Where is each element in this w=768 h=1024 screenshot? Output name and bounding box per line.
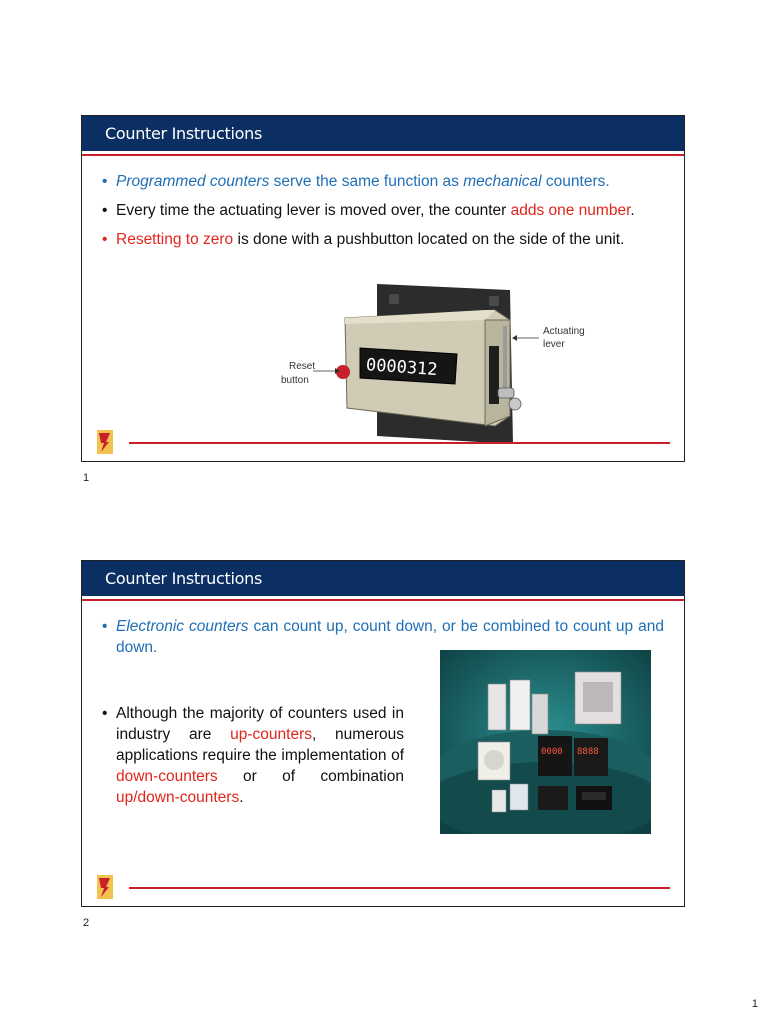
document-page-number: 1 xyxy=(751,998,758,1010)
term-electronic-counters: Electronic counters xyxy=(116,618,249,635)
bullet-dot: • xyxy=(102,173,108,190)
bullet-text: is done with a pushbutton located on the side of the unit. xyxy=(233,231,625,248)
slide-1 xyxy=(81,115,685,462)
electronic-counters-photo xyxy=(440,650,651,834)
term-mechanical: mechanical xyxy=(463,173,542,190)
highlight-text: adds one number xyxy=(510,202,631,219)
footer-rule xyxy=(129,442,670,444)
slide-2 xyxy=(81,560,685,907)
bullet-text: . xyxy=(239,789,244,806)
highlight-text: up/down-counters xyxy=(116,789,240,806)
footer-rule xyxy=(129,887,670,889)
highlight-text: up-counters xyxy=(230,726,313,743)
bullet-dot: • xyxy=(102,705,108,722)
logo-icon xyxy=(97,430,113,454)
bullet-item xyxy=(102,200,664,221)
bullet-text: can count up, count down, or be combined to count up and down. xyxy=(116,618,665,656)
slide-title: Counter Instructions xyxy=(105,124,262,143)
slide-title: Counter Instructions xyxy=(105,569,262,588)
photo-display: 8888 xyxy=(577,747,599,757)
label-reset: Reset xyxy=(289,361,316,372)
slide-header xyxy=(82,116,684,151)
bullet-text: , numerous applications require the implementation of xyxy=(116,726,404,764)
bullet-list xyxy=(102,171,664,258)
label-actuating: Actuating xyxy=(543,326,585,337)
logo-icon xyxy=(97,875,113,899)
term-programmed-counters: Programmed counters xyxy=(116,173,270,190)
header-rule xyxy=(82,154,684,156)
slide-number: 2 xyxy=(83,917,90,929)
bullet-dot: • xyxy=(102,231,108,248)
bullet-list xyxy=(102,703,404,816)
photo-display: 0000 xyxy=(541,747,563,757)
bullet-item xyxy=(102,703,404,808)
slide-number: 1 xyxy=(83,472,90,484)
bullet-dot: • xyxy=(102,202,108,219)
header-rule xyxy=(82,599,684,601)
bullet-text: . xyxy=(630,202,635,219)
highlight-text: down-counters xyxy=(116,768,218,785)
label-button: button xyxy=(281,375,309,386)
bullet-text: serve the same function as xyxy=(269,173,464,190)
slide-header xyxy=(82,561,684,596)
bullet-text: Every time the actuating lever is moved over, the counter xyxy=(116,202,511,219)
bullet-text: counters. xyxy=(541,173,610,190)
bullet-dot: • xyxy=(102,618,108,635)
mechanical-counter-diagram xyxy=(277,276,607,451)
bullet-text: or of combination xyxy=(217,768,404,785)
highlight-text: Resetting to zero xyxy=(116,231,234,248)
counter-display: 0000312 xyxy=(365,355,439,381)
label-lever: lever xyxy=(543,339,565,350)
bullet-item xyxy=(102,171,664,192)
bullet-item xyxy=(102,229,664,250)
bullet-text: Although the majority of counters used in industry are xyxy=(116,705,404,743)
